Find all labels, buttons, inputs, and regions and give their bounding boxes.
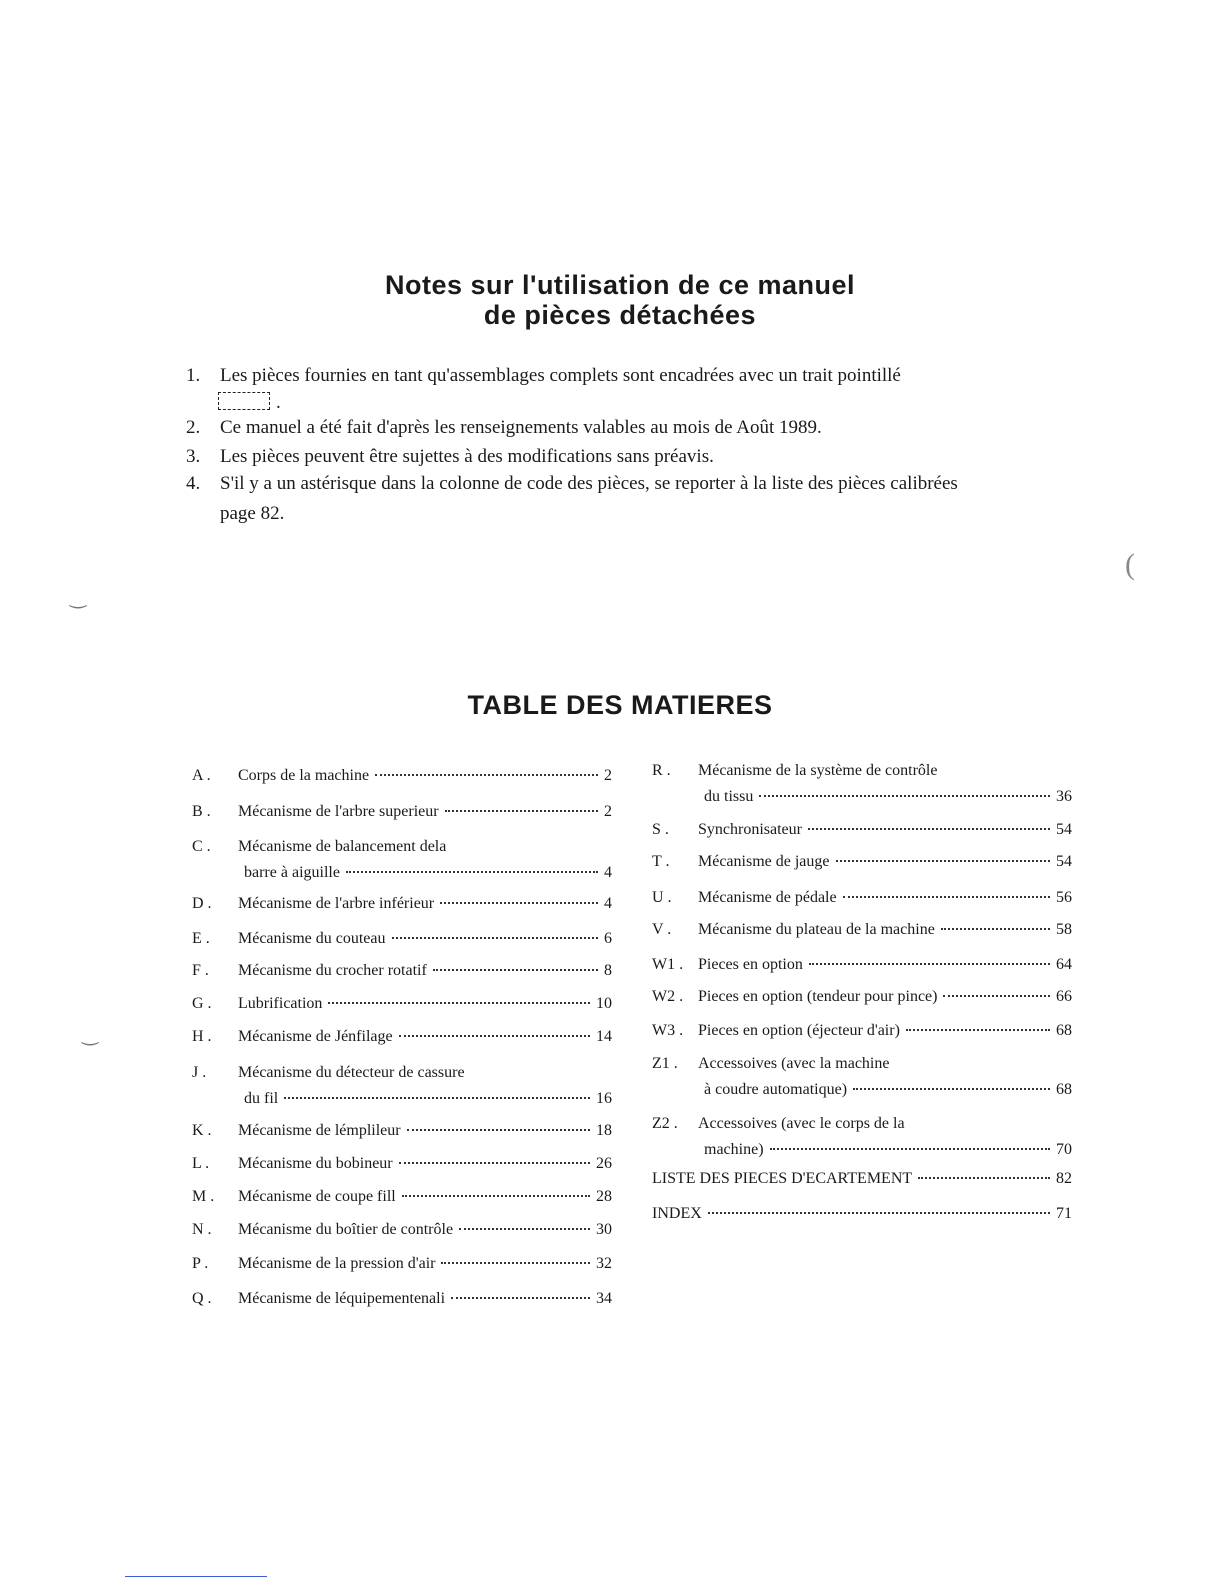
toc-title: Mécanisme de léquipementenali [238, 1290, 446, 1307]
scan-mark: ‿ [82, 1024, 99, 1046]
toc-title: Lubrification [238, 995, 323, 1012]
dot-leader [392, 937, 599, 939]
toc-entry [652, 851, 1072, 875]
toc-title: INDEX [652, 1205, 702, 1222]
toc-title: Mécanisme du bobineur [238, 1155, 393, 1172]
toc-letter: E . [192, 930, 210, 947]
toc-entry [192, 836, 612, 888]
toc-letter: B . [192, 803, 211, 820]
toc-title: Mécanisme de jauge [698, 853, 830, 870]
dot-leader [399, 1035, 590, 1037]
toc-page-number: 8 [604, 962, 612, 979]
toc-title: Mécanisme de l'arbre superieur [238, 803, 439, 820]
dot-leader [943, 995, 1050, 997]
toc-title: Mécanisme de la pression d'air [238, 1255, 436, 1272]
toc-entry [192, 1026, 612, 1050]
toc-letter: Q . [192, 1290, 212, 1307]
toc-entry [652, 954, 1072, 978]
toc-letter: K . [192, 1122, 212, 1139]
dot-leader [918, 1177, 1050, 1179]
toc-page-number: 68 [1056, 1022, 1072, 1039]
toc-letter: S . [652, 821, 669, 838]
toc-page-number: 30 [596, 1221, 612, 1238]
toc-letter: Z2 . [652, 1115, 678, 1132]
note-text: page 82. [220, 503, 285, 524]
toc-page-number: 4 [604, 864, 612, 881]
toc-letter: V . [652, 921, 672, 938]
toc-page-number: 54 [1056, 821, 1072, 838]
note-number: 4. [186, 473, 201, 494]
dashed-frame-period: . [276, 392, 281, 413]
toc-title: Corps de la machine [238, 767, 370, 784]
dot-leader [770, 1148, 1050, 1150]
toc-page-number: 54 [1056, 853, 1072, 870]
toc-page-number: 4 [604, 895, 612, 912]
toc-entry [652, 1020, 1072, 1044]
toc-page-number: 16 [596, 1090, 612, 1107]
toc-title: Mécanisme de l'arbre inférieur [238, 895, 435, 912]
bottom-rule [125, 1576, 267, 1577]
toc-page-number: 70 [1056, 1141, 1072, 1158]
toc-entry [192, 960, 612, 984]
toc-page-number: 36 [1056, 788, 1072, 805]
toc-letter: M . [192, 1188, 215, 1205]
toc-page-number: 66 [1056, 988, 1072, 1005]
dot-leader [433, 969, 598, 971]
toc-letter: Z1 . [652, 1055, 678, 1072]
toc-page-number: 71 [1056, 1205, 1072, 1222]
toc-title: Mécanisme de balancement dela [238, 838, 447, 855]
toc-entry [652, 919, 1072, 943]
toc-title: Mécanisme du boîtier de contrôle [238, 1221, 454, 1238]
toc-page-number: 10 [596, 995, 612, 1012]
note-text: S'il y a un astérisque dans la colonne de code des pièces, se reporter à la liste des pièces calibrées [220, 473, 958, 494]
toc-entry [652, 1053, 1072, 1105]
toc-page-number: 18 [596, 1122, 612, 1139]
toc-letter: L . [192, 1155, 210, 1172]
dot-leader [809, 963, 1050, 965]
dot-leader [407, 1129, 590, 1131]
toc-title: Synchronisateur [698, 821, 802, 838]
toc-letter: F . [192, 962, 209, 979]
dot-leader [759, 795, 1050, 797]
note-number: 1. [186, 365, 201, 386]
dot-leader [445, 810, 598, 812]
toc-entry [192, 765, 612, 789]
toc-title-continued: du tissu [704, 788, 754, 805]
toc-title-continued: barre à aiguille [244, 864, 340, 881]
toc-title: Mécanisme de Jénfilage [238, 1028, 393, 1045]
dot-leader [284, 1097, 590, 1099]
toc-entry [192, 1153, 612, 1177]
toc-title: Pieces en option (tendeur pour pince) [698, 988, 938, 1005]
note-number: 3. [186, 446, 201, 467]
toc-letter: J . [192, 1064, 207, 1081]
toc-page-number: 26 [596, 1155, 612, 1172]
dot-leader [346, 871, 598, 873]
dot-leader [808, 828, 1050, 830]
toc-letter: W1 . [652, 956, 684, 973]
toc-page-number: 6 [604, 930, 612, 947]
toc-title-continued: à coudre automatique) [704, 1081, 848, 1098]
toc-title: Accessoives (avec la machine [698, 1055, 890, 1072]
toc-letter: C . [192, 838, 211, 855]
toc-letter: T . [652, 853, 670, 870]
scan-mark: ( [1125, 548, 1135, 581]
toc-letter: G . [192, 995, 212, 1012]
toc-page-number: 82 [1056, 1170, 1072, 1187]
toc-letter: R . [652, 762, 671, 779]
toc-title: TABLE DES MATIERES [467, 690, 773, 720]
toc-title-continued: du fil [244, 1090, 279, 1107]
dot-leader [451, 1297, 590, 1299]
toc-entry [652, 887, 1072, 911]
notes-title: Notes sur l'utilisation de ce manuel [384, 270, 856, 300]
dot-leader [843, 896, 1050, 898]
toc-entry [192, 1186, 612, 1210]
toc-entry [652, 1203, 1072, 1227]
toc-title: Pieces en option (éjecteur d'air) [698, 1022, 900, 1039]
dot-leader [853, 1088, 1050, 1090]
toc-title: Mécanisme du détecteur de cassure [238, 1064, 465, 1081]
toc-page-number: 58 [1056, 921, 1072, 938]
toc-letter: A . [192, 767, 211, 784]
toc-page-number: 28 [596, 1188, 612, 1205]
notes-subtitle: de pièces détachées [483, 300, 757, 330]
dot-leader [906, 1029, 1050, 1031]
dot-leader [459, 1228, 590, 1230]
toc-title: Mécanisme du crocher rotatif [238, 962, 427, 979]
toc-title: Mécanisme du plateau de la machine [698, 921, 935, 938]
dot-leader [375, 774, 598, 776]
toc-entry [652, 1113, 1072, 1165]
toc-page-number: 2 [604, 767, 612, 784]
note-text: Les pièces peuvent être sujettes à des modifications sans préavis. [220, 446, 714, 467]
toc-entry [192, 1253, 612, 1277]
dashed-frame-symbol [218, 392, 270, 410]
note-number: 2. [186, 417, 201, 438]
dot-leader [328, 1002, 590, 1004]
toc-entry [192, 928, 612, 952]
toc-page-number: 2 [604, 803, 612, 820]
dot-leader [836, 860, 1051, 862]
toc-entry [192, 993, 612, 1017]
dot-leader [440, 902, 598, 904]
toc-page-number: 64 [1056, 956, 1072, 973]
toc-page-number: 34 [596, 1290, 612, 1307]
dot-leader [402, 1195, 590, 1197]
toc-letter: U . [652, 889, 672, 906]
dot-leader [399, 1162, 590, 1164]
toc-title-continued: machine) [704, 1141, 764, 1158]
dot-leader [941, 928, 1050, 930]
toc-letter: P . [192, 1255, 209, 1272]
toc-title: Mécanisme de coupe fill [238, 1188, 396, 1205]
toc-title: LISTE DES PIECES D'ECARTEMENT [652, 1170, 913, 1187]
toc-title: Mécanisme de pédale [698, 889, 837, 906]
toc-entry [652, 1168, 1072, 1192]
toc-title: Mécanisme de lémplileur [238, 1122, 401, 1139]
toc-letter: N . [192, 1221, 212, 1238]
dot-leader [441, 1262, 590, 1264]
toc-title: Pieces en option [698, 956, 803, 973]
toc-letter: H . [192, 1028, 212, 1045]
toc-entry [192, 1062, 612, 1114]
note-text: Les pièces fournies en tant qu'assemblages complets sont encadrées avec un trait pointillé [220, 365, 901, 386]
toc-letter: W2 . [652, 988, 684, 1005]
toc-page-number: 14 [596, 1028, 612, 1045]
toc-letter: D . [192, 895, 212, 912]
scan-mark: ‿ [70, 587, 87, 609]
note-text: Ce manuel a été fait d'après les renseignements valables au mois de Août 1989. [220, 417, 822, 438]
toc-title: Mécanisme du couteau [238, 930, 386, 947]
toc-entry [652, 819, 1072, 843]
dot-leader [708, 1212, 1050, 1214]
toc-entry [192, 1219, 612, 1243]
toc-entry [192, 801, 612, 825]
toc-entry [192, 1120, 612, 1144]
toc-entry [652, 986, 1072, 1010]
toc-entry [192, 893, 612, 917]
toc-entry [192, 1288, 612, 1312]
toc-page-number: 68 [1056, 1081, 1072, 1098]
toc-letter: W3 . [652, 1022, 684, 1039]
toc-title: Accessoives (avec le corps de la [698, 1115, 905, 1132]
toc-page-number: 56 [1056, 889, 1072, 906]
toc-title: Mécanisme de la système de contrôle [698, 762, 938, 779]
toc-entry [652, 760, 1072, 812]
toc-page-number: 32 [596, 1255, 612, 1272]
